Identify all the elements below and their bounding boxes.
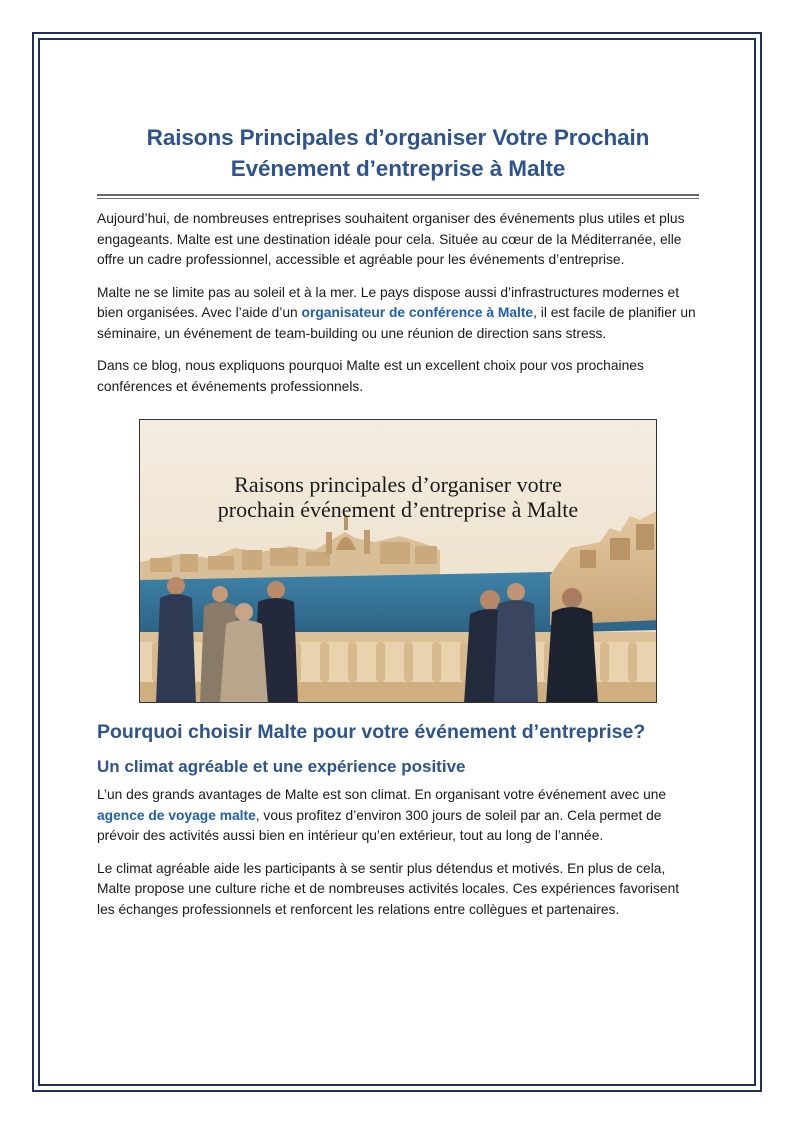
hero-caption-line-2: prochain événement d’entreprise à Malte xyxy=(217,497,579,522)
page-title xyxy=(97,122,699,184)
title-line-2: Evénement d’entreprise à Malte xyxy=(230,156,566,181)
hero-image-caption xyxy=(140,472,656,522)
document-content xyxy=(97,122,699,920)
climate-p1-before: L’un des grands avantages de Malte est son climat. En organisant votre événement avec une xyxy=(97,787,667,802)
conference-organizer-link[interactable]: organisateur de conférence à Malte xyxy=(301,305,534,320)
title-divider xyxy=(97,194,699,199)
section-heading: Pourquoi choisir Malte pour votre événement d’entreprise? xyxy=(97,721,646,743)
climate-p1-after: , vous profitez d’environ 300 jours de soleil par an. Cela permet de prévoir des activités aussi bien en intérieur qu’en extérieur, tout au long de l’année. xyxy=(97,807,662,843)
subsection-heading: Un climat agréable et une expérience positive xyxy=(97,757,466,776)
intro-paragraph-3: Dans ce blog, nous expliquons pourquoi Malte est un excellent choix pour vos prochaines conférences et événements professionnels. xyxy=(97,358,644,394)
climate-paragraph-1 xyxy=(97,785,699,847)
title-line-1: Raisons Principales d’organiser Votre Prochain xyxy=(146,125,650,150)
intro-p2-after: , il est facile de planifier un séminaire, un événement de team-building ou une réunion de direction sans stress. xyxy=(97,305,696,341)
malta-terrace-illustration xyxy=(140,420,657,703)
intro-paragraph-2 xyxy=(97,283,699,345)
intro-p2-before: Malte ne se limite pas au soleil et à la mer. Le pays dispose aussi d’infrastructures modernes et bien organisées. Avec l’aide d’un xyxy=(97,284,680,320)
businesspeople-group-left xyxy=(156,577,298,703)
travel-agency-link[interactable]: agence de voyage malte xyxy=(97,807,256,823)
hero-caption-line-1: Raisons principales d’organiser votre xyxy=(234,472,562,497)
intro-paragraph-1: Aujourd’hui, de nombreuses entreprises souhaitent organiser des événements plus utiles et plus engageants. Malte est une destination idéale pour cela. Située au cœur de la Méditerranée, elle offre un cadre professionnel, accessible et agréable pour les événements d’entreprise. xyxy=(97,211,685,267)
hero-image xyxy=(139,419,657,703)
climate-paragraph-2: Le climat agréable aide les participants à se sentir plus détendus et motivés. En plus de cela, Malte propose une culture riche et de nombreuses activités locales. Ces expériences favorisent les échanges professionnels et renforcent les relations entre collègues et partenaires. xyxy=(97,860,680,917)
